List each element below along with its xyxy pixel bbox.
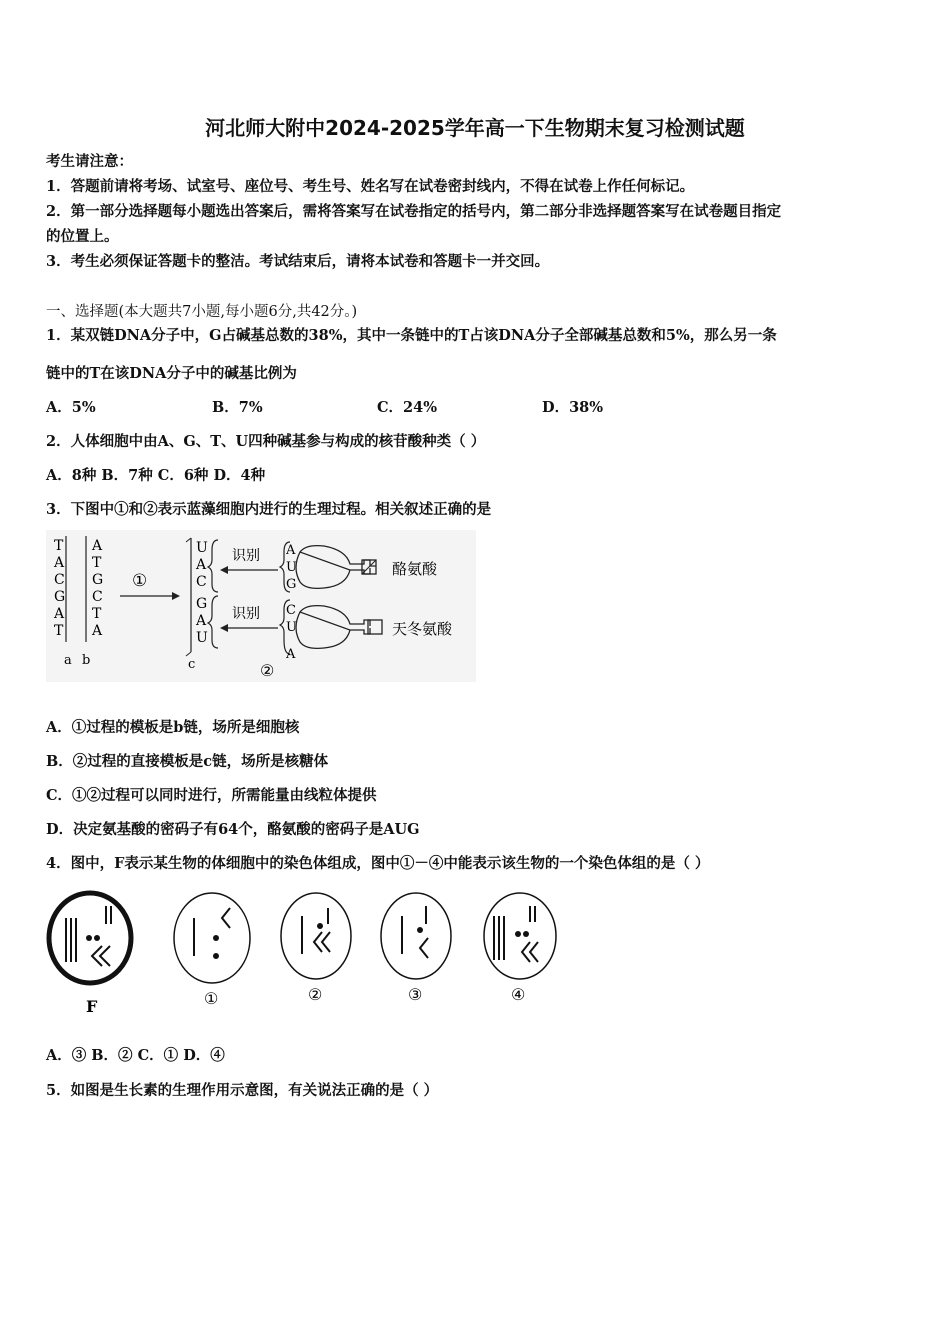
cell-3 — [381, 893, 451, 1004]
strand-a-base: T — [54, 538, 64, 554]
q4-figure — [40, 884, 570, 1020]
strand-c-base: A — [196, 557, 207, 573]
recognize-label-2: 识别 — [232, 606, 260, 622]
q4-options: A．③ B．② C．① D．④ — [46, 1047, 225, 1064]
q1-stem-line1: 1．某双链DNA分子中，G占碱基总数的38%，其中一条链中的T占该DNA分子全部碱基总数和5%，那么另一条 — [46, 327, 777, 344]
anticodon-1-base: U — [286, 560, 297, 575]
page-title: 河北师大附中2024-2025学年高一下生物期末复习检测试题 — [205, 116, 745, 140]
cell-4 — [484, 893, 556, 1004]
q1-option-d: D．38% — [542, 399, 604, 416]
anticodon-2-base: U — [286, 620, 297, 635]
strand-b-base: T — [92, 555, 102, 571]
q1-option-c: C．24% — [377, 399, 437, 416]
notice-item: 的位置上。 — [46, 228, 119, 245]
cell-label: F — [86, 997, 98, 1016]
q1-stem-line2: 链中的T在该DNA分子中的碱基比例为 — [46, 365, 297, 382]
strand-b-base: T — [92, 606, 102, 622]
strand-c-label: c — [188, 657, 196, 672]
q2-options: A．8种 B．7种 C．6种 D．4种 — [46, 467, 266, 484]
strand-c-base: U — [196, 630, 208, 646]
notice-item: 1．答题前请将考场、试室号、座位号、考生号、姓名写在试卷密封线内，不得在试卷上作任何标记。 — [46, 178, 695, 195]
strand-c-base: U — [196, 540, 208, 556]
q2-stem: 2．人体细胞中由A、G、T、U四种碱基参与构成的核苷酸种类（ ） — [46, 433, 486, 450]
q3-option-d: D．决定氨基酸的密码子有64个，酪氨酸的密码子是AUG — [46, 821, 420, 838]
strand-a-base: A — [54, 555, 65, 571]
amino-acid-1-label: 酪氨酸 — [392, 560, 438, 578]
process-2-label: ② — [260, 661, 275, 680]
section-heading: 一、选择题(本大题共7小题,每小题6分,共42分。) — [46, 304, 358, 320]
process-1-label: ① — [132, 571, 148, 591]
anticodon-2-base: A — [286, 647, 296, 662]
cell-label: ③ — [408, 985, 423, 1004]
cell-2 — [281, 893, 351, 1004]
anticodon-2-base: C — [286, 603, 296, 618]
cell-label: ④ — [511, 985, 526, 1004]
cell-1 — [174, 893, 250, 1008]
strand-a-label: a — [64, 653, 72, 668]
strand-a-base: A — [54, 606, 65, 622]
strand-c-base: G — [196, 596, 208, 612]
notice-item: 2．第一部分选择题每小题选出答案后，需将答案写在试卷指定的括号内，第二部分非选择题答案写在试卷题目指定 — [46, 203, 782, 220]
q4-stem: 4．图中，F表示某生物的体细胞中的染色体组成，图中①－④中能表示该生物的一个染色体组的是（ ） — [46, 855, 710, 872]
cell-label: ① — [204, 989, 219, 1008]
q3-figure — [46, 530, 476, 682]
q3-stem: 3．下图中①和②表示蓝藻细胞内进行的生理过程。相关叙述正确的是 — [46, 501, 492, 518]
q1-option-b: B．7% — [212, 399, 263, 416]
strand-c-base: A — [196, 613, 207, 629]
q3-option-c: C．①②过程可以同时进行，所需能量由线粒体提供 — [46, 787, 377, 804]
notice-item: 3．考生必须保证答题卡的整洁。考试结束后，请将本试卷和答题卡一并交回。 — [46, 253, 550, 270]
q3-option-a: A．①过程的模板是b链，场所是细胞核 — [46, 719, 300, 736]
notice-heading: 考生请注意： — [46, 153, 133, 170]
strand-c-base: C — [196, 574, 207, 590]
strand-a-base: G — [54, 589, 66, 605]
recognize-label-1: 识别 — [232, 548, 260, 564]
cell-f — [49, 893, 131, 1016]
strand-b-base: G — [92, 572, 104, 588]
strand-b-base: C — [92, 589, 103, 605]
strand-b-base: A — [92, 623, 103, 639]
cell-label: ② — [308, 985, 323, 1004]
q1-option-a: A．5% — [46, 399, 96, 416]
strand-b-label: b — [82, 653, 91, 668]
q3-option-b: B．②过程的直接模板是c链，场所是核糖体 — [46, 753, 329, 770]
anticodon-1-base: G — [286, 577, 297, 592]
strand-a-base: T — [54, 623, 64, 639]
q5-stem: 5．如图是生长素的生理作用示意图，有关说法正确的是（ ） — [46, 1082, 439, 1099]
strand-b-base: A — [92, 538, 103, 554]
anticodon-1-base: A — [286, 543, 296, 558]
amino-acid-2-label: 天冬氨酸 — [392, 620, 453, 638]
strand-a-base: C — [54, 572, 65, 588]
